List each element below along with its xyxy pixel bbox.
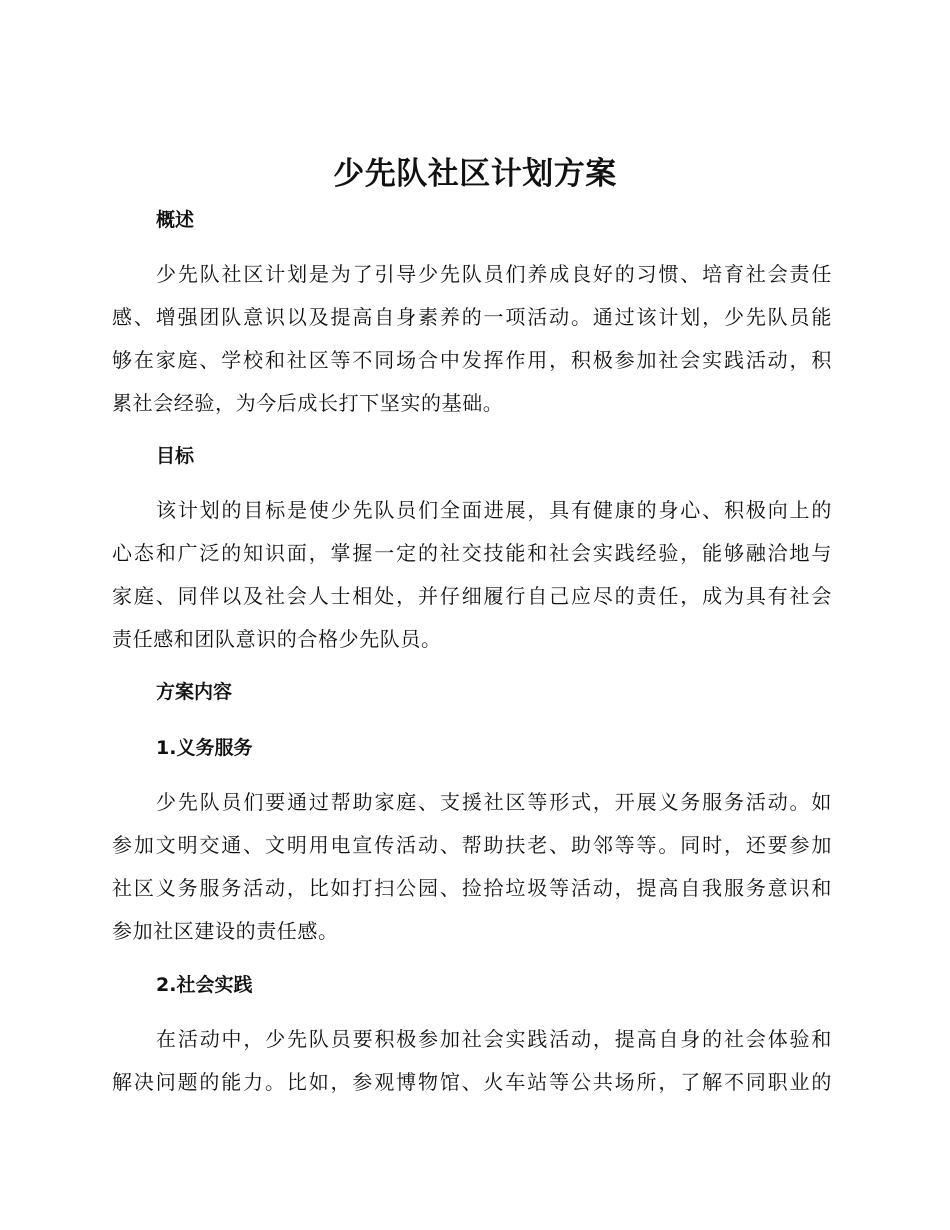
section-heading-plan: 方案内容: [156, 681, 233, 703]
section-heading-practice: 2.社会实践: [156, 974, 253, 996]
paragraph-line: 参加社区建设的责任感。: [112, 919, 339, 943]
paragraph-line: 解决问题的能力。比如，参观博物馆、火车站等公共场所，了解不同职业的: [112, 1070, 832, 1094]
paragraph-line: 社区义务服务活动，比如打扫公园、捡拾垃圾等活动，提高自我服务意识和: [112, 876, 832, 900]
paragraph-line: 在活动中，少先队员要积极参加社会实践活动，提高自身的社会体验和: [156, 1027, 832, 1051]
paragraph-line: 家庭、同伴以及社会人士相处，并仔细履行自己应尽的责任，成为具有社会: [112, 584, 832, 608]
paragraph-line: 够在家庭、学校和社区等不同场合中发挥作用，积极参加社会实践活动，积: [112, 348, 832, 372]
paragraph-line: 责任感和团队意识的合格少先队员。: [112, 627, 442, 651]
paragraph-line: 心态和广泛的知识面，掌握一定的社交技能和社会实践经验，能够融洽地与: [112, 541, 832, 565]
paragraph-service: [112, 781, 832, 953]
paragraph-line: 累社会经验，为今后成长打下坚实的基础。: [112, 391, 504, 415]
section-heading-overview: 概述: [156, 209, 195, 231]
paragraph-line: 少先队社区计划是为了引导少先队员们养成良好的习惯、培育社会责任: [156, 262, 832, 286]
paragraph-line: 参加文明交通、文明用电宣传活动、帮助扶老、助邻等等。同时，还要参加: [112, 833, 832, 857]
paragraph-line: 感、增强团队意识以及提高自身素养的一项活动。通过该计划，少先队员能: [112, 305, 832, 329]
paragraph-goal: [112, 489, 832, 661]
paragraph-line: 该计划的目标是使少先队员们全面进展，具有健康的身心、积极向上的: [156, 498, 832, 522]
paragraph-overview: [112, 253, 832, 425]
document-title: 少先队社区计划方案: [333, 156, 617, 192]
section-heading-goal: 目标: [156, 445, 195, 467]
section-heading-service: 1.义务服务: [156, 737, 253, 759]
paragraph-practice: [112, 1018, 832, 1104]
paragraph-line: 少先队员们要通过帮助家庭、支援社区等形式，开展义务服务活动。如: [156, 790, 832, 814]
